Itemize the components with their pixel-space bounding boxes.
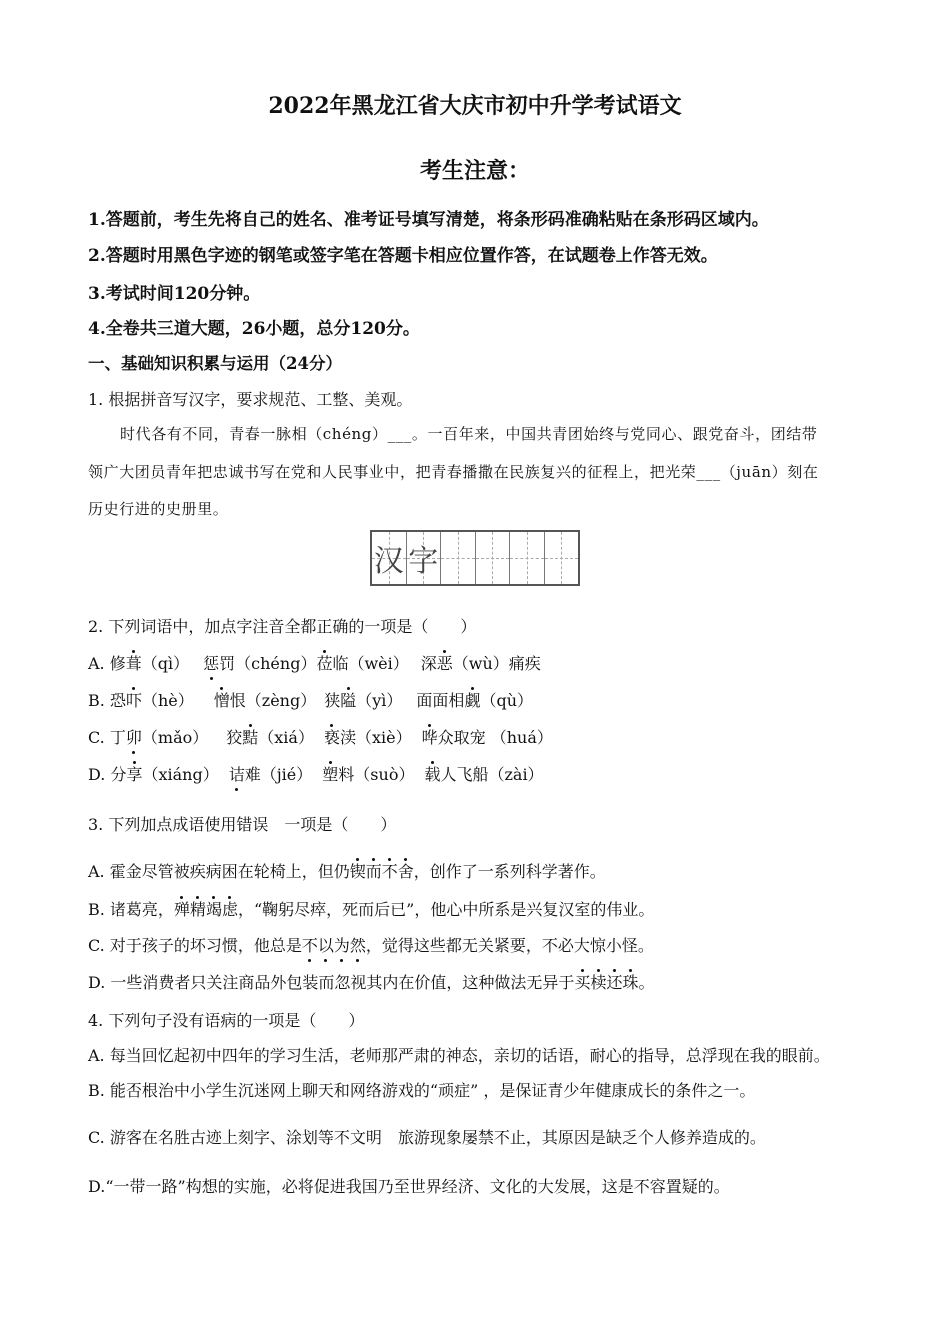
question-4-option-b: B. 能否根治中小学生沉迷网上聊天和网络游戏的“顽症” ，是保证青少年健康成长的条件之一。	[88, 1081, 756, 1100]
section-heading: 一、基础知识积累与运用（24分）	[88, 354, 342, 373]
grid-cell	[441, 532, 476, 584]
question-2-stem: 2. 下列词语中，加点字注音全都正确的一项是（ ）	[88, 617, 477, 636]
exam-title: 2022年黑龙江省大庆市初中升学考试语文	[268, 93, 682, 119]
question-4-option-c: C. 游客在名胜古迹上刻字、涂划等不文明 旅游现象屡禁不止，其原因是缺乏个人修养造成的。	[88, 1128, 766, 1147]
question-4-stem: 4. 下列句子没有语病的一项是（ ）	[88, 1011, 365, 1030]
grid-cell	[476, 532, 511, 584]
writing-grid	[370, 530, 580, 586]
grid-cell	[545, 532, 579, 584]
question-2-option-a: A. 修葺（qì） 惩罚（chéng）莅临（wèi） 深恶（wù）痛疾	[88, 654, 541, 673]
notice-heading: 考生注意：	[419, 158, 530, 184]
question-3-option-a: A. 霍金尽管被疾病困在轮椅上，但仍锲而不舍，创作了一系列科学著作。	[88, 862, 606, 881]
question-1-passage-line: 历史行进的史册里。	[88, 500, 229, 518]
question-2-option-c: C. 丁卯（mǎo） 狡黠（xiá） 亵渎（xiè） 哗众取宠 （huá）	[88, 728, 553, 747]
question-2-option-b: B. 恐吓（hè） 憎恨（zèng） 狭隘（yì） 面面相觑（qù）	[88, 691, 534, 710]
notice-item: 1.答题前，考生先将自己的姓名、准考证号填写清楚，将条形码准确粘贴在条形码区域内。	[88, 210, 769, 230]
question-3-stem: 3. 下列加点成语使用错误 一项是（ ）	[88, 815, 397, 834]
notice-item: 2.答题时用黑色字迹的钢笔或签字笔在答题卡相应位置作答，在试题卷上作答无效。	[88, 246, 718, 266]
question-2-option-d: D. 分享（xiáng） 诘难（jié） 塑料（suò） 载人飞船（zài）	[88, 765, 544, 784]
question-3-option-b: B. 诸葛亮，殚精竭虑，“鞠躬尽瘁，死而后已”，他心中所系是兴复汉室的伟业。	[88, 900, 655, 919]
notice-item: 4.全卷共三道大题，26小题，总分120分。	[88, 319, 420, 339]
question-1-passage-line: 时代各有不同，青春一脉相（chéng）___。一百年来，中国共青团始终与党同心、跟党奋斗，团结带	[120, 425, 818, 443]
question-4-option-a: A. 每当回忆起初中四年的学习生活，老师那严肃的神态，亲切的话语，耐心的指导，总浮现在我的眼前。	[88, 1046, 830, 1065]
question-1-passage-line: 领广大团员青年把忠诚书写在党和人民事业中，把青春播撒在民族复兴的征程上，把光荣___（juān）刻在	[88, 463, 819, 481]
question-3-option-d: D. 一些消费者只关注商品外包装而忽视其内在价值，这种做法无异于买椟还珠。	[88, 973, 655, 992]
grid-cell: 汉	[372, 532, 407, 584]
question-3-option-c: C. 对于孩子的坏习惯，他总是不以为然，觉得这些都无关紧要，不必大惊小怪。	[88, 936, 654, 955]
question-4-option-d: D.“一带一路”构想的实施，必将促进我国乃至世界经济、文化的大发展，这是不容置疑的。	[88, 1177, 730, 1196]
question-1-stem: 1. 根据拼音写汉字，要求规范、工整、美观。	[88, 390, 413, 409]
notice-item: 3.考试时间120分钟。	[88, 284, 261, 304]
grid-cell	[510, 532, 545, 584]
grid-cell: 字	[407, 532, 442, 584]
